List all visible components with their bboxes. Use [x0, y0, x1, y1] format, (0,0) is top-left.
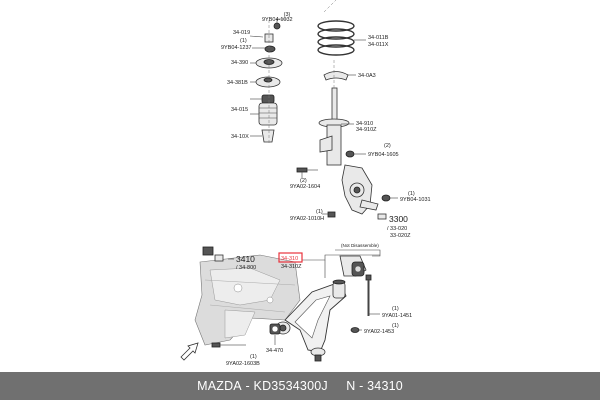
- label-q1e: (1): [392, 323, 399, 329]
- arm-rear-bushing: [333, 280, 345, 298]
- caption-brand: MAZDA: [197, 379, 242, 393]
- label-34-019: 34-019: [233, 30, 251, 36]
- bushing-34-470: [270, 324, 280, 334]
- label-3300: 3300: [389, 214, 408, 224]
- label-34-0a3: 34-0A3: [358, 73, 376, 79]
- caption-separator: -: [241, 379, 254, 393]
- label-34-10x: 34-10X: [231, 134, 249, 140]
- bolt: [328, 212, 335, 217]
- strut-bolt: [297, 168, 318, 172]
- nut: [351, 328, 359, 333]
- arm-through-bolt: [366, 275, 371, 316]
- label-9ya01-1451: 9YA01-1451: [382, 313, 413, 319]
- label-3410: 3410: [236, 254, 255, 264]
- caption-ref: 34310: [367, 379, 403, 393]
- label-q3: (3): [283, 12, 291, 18]
- label-9ya02-1603b: 9YA02-1603B: [226, 361, 260, 367]
- label-9ya02-1453: 9YA02-1453: [364, 329, 395, 335]
- coil-spring: [318, 0, 354, 55]
- bump-cup: [262, 130, 274, 142]
- spring-seat: [324, 72, 348, 81]
- label-q2a: (2): [384, 143, 391, 149]
- label-34-310: 34-310: [281, 256, 299, 262]
- label-9yb04-1237: 9YB04-1237: [221, 45, 252, 51]
- label-34-910: 34-910: [356, 121, 374, 127]
- caption-bar: [0, 372, 600, 400]
- label-34-015: 34-015: [231, 107, 249, 113]
- label-34-011b: 34-011B: [368, 35, 389, 41]
- label-33-020z: 33-020Z: [390, 233, 411, 239]
- label-9ya02-1604: 9YA02-1604: [290, 184, 321, 190]
- label-9yb04-1605: 9YB04-1605: [368, 152, 399, 158]
- caption-n-label: N: [346, 379, 356, 393]
- nut: [265, 46, 275, 52]
- label-34-011x: 34-011X: [368, 42, 389, 48]
- label-q1d: (1): [392, 306, 399, 312]
- label-34-910z: 34-910Z: [356, 127, 377, 133]
- bump-stop: [262, 95, 274, 103]
- top-nut: [274, 23, 280, 29]
- tie-rod-end-ref: [378, 214, 386, 219]
- forward-arrow-icon: [181, 343, 198, 360]
- strut-top-hardware: [256, 20, 282, 145]
- subframe-mount: [203, 247, 223, 261]
- label-q2b: (2): [300, 178, 307, 184]
- nut: [346, 151, 354, 157]
- caption-gap: [328, 379, 346, 393]
- label-33-020: / 33-020: [387, 226, 408, 232]
- caption-separator-2: -: [355, 379, 368, 393]
- label-34-470: 34-470: [266, 348, 284, 354]
- steering-knuckle: [342, 165, 378, 214]
- inset-bracket-bushing: [335, 250, 380, 276]
- label-34-390: 34-390: [231, 60, 249, 66]
- label-9yb04-1032: 9YB04-1032: [262, 17, 293, 23]
- label-q1b: (1): [408, 191, 415, 197]
- nut: [382, 195, 390, 201]
- label-34-381b: 34-381B: [227, 80, 248, 86]
- caption-part-number: KD3534300J: [253, 379, 328, 393]
- label-q1f: (1): [250, 354, 257, 360]
- label-34-310z: 34-310Z: [281, 264, 302, 270]
- subframe-bolt: [212, 343, 232, 347]
- label-q1c: (1): [316, 209, 323, 215]
- label-not-disassemble: (Not Disassemble): [341, 243, 379, 248]
- label-34-800: / 34-800: [236, 265, 257, 271]
- label-9ya02-1010h: 9YA02-1010H: [290, 216, 325, 222]
- dust-boot: [259, 103, 277, 125]
- ball-joint: [311, 348, 325, 361]
- label-9yb04-1031: 9YB04-1031: [400, 197, 431, 203]
- label-q1a: (1): [240, 38, 247, 44]
